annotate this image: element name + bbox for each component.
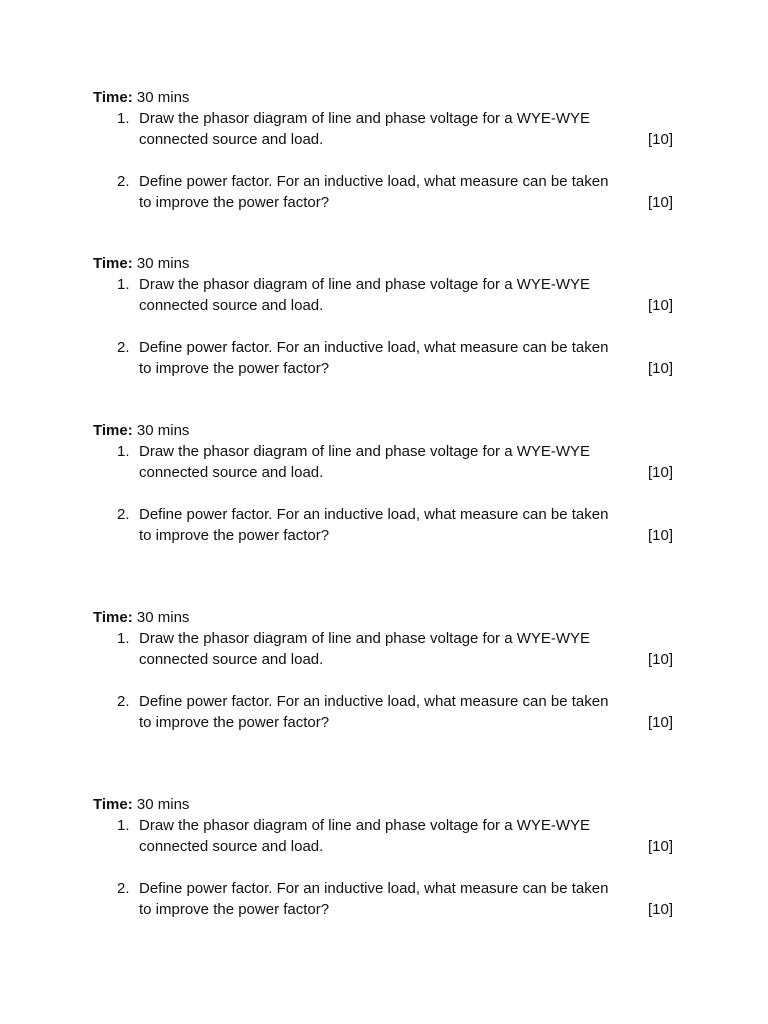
time-value: 30 mins — [136, 796, 190, 813]
question-text-line2: to improve the power factor? — [139, 194, 330, 211]
question-number: 1. — [117, 110, 130, 127]
time-line — [93, 87, 189, 108]
time-label: Time: — [93, 255, 133, 272]
question-number: 1. — [117, 630, 130, 647]
question-marks: [10] — [647, 714, 673, 731]
time-line — [93, 253, 189, 274]
question-number: 2. — [117, 339, 130, 356]
question-marks: [10] — [647, 194, 673, 211]
question-marks: [10] — [647, 464, 673, 481]
question-marks: [10] — [647, 838, 673, 855]
question-text-line2: to improve the power factor? — [139, 714, 330, 731]
question-marks: [10] — [647, 527, 673, 544]
question-text-line2: connected source and load. — [139, 297, 324, 314]
question-text-line1: Define power factor. For an inductive load, what measure can be taken — [139, 173, 609, 190]
time-label: Time: — [93, 609, 133, 626]
question-number: 2. — [117, 506, 130, 523]
time-label: Time: — [93, 422, 133, 439]
time-line — [93, 607, 189, 628]
question-number: 2. — [117, 880, 130, 897]
question-text-line2: to improve the power factor? — [139, 901, 330, 918]
time-value: 30 mins — [136, 422, 190, 439]
question-text-line2: connected source and load. — [139, 838, 324, 855]
question-number: 2. — [117, 173, 130, 190]
question-text-line2: to improve the power factor? — [139, 360, 330, 377]
question-text-line1: Define power factor. For an inductive load, what measure can be taken — [139, 339, 609, 356]
question-text-line2: connected source and load. — [139, 131, 324, 148]
question-number: 1. — [117, 443, 130, 460]
question-text-line1: Draw the phasor diagram of line and phase voltage for a WYE-WYE — [139, 276, 591, 293]
question-text-line1: Draw the phasor diagram of line and phase voltage for a WYE-WYE — [139, 630, 591, 647]
question-number: 1. — [117, 817, 130, 834]
question-text-line1: Define power factor. For an inductive load, what measure can be taken — [139, 880, 609, 897]
question-text-line2: connected source and load. — [139, 464, 324, 481]
question-marks: [10] — [647, 131, 673, 148]
time-label: Time: — [93, 89, 133, 106]
question-marks: [10] — [647, 297, 673, 314]
question-text-line1: Draw the phasor diagram of line and phase voltage for a WYE-WYE — [139, 817, 591, 834]
question-marks: [10] — [647, 651, 673, 668]
question-marks: [10] — [647, 360, 673, 377]
question-text-line1: Draw the phasor diagram of line and phase voltage for a WYE-WYE — [139, 443, 591, 460]
question-text-line2: to improve the power factor? — [139, 527, 330, 544]
time-line — [93, 420, 189, 441]
time-label: Time: — [93, 796, 133, 813]
question-text-line1: Draw the phasor diagram of line and phase voltage for a WYE-WYE — [139, 110, 591, 127]
time-line — [93, 794, 189, 815]
time-value: 30 mins — [136, 255, 190, 272]
question-number: 2. — [117, 693, 130, 710]
time-value: 30 mins — [136, 609, 190, 626]
question-text-line1: Define power factor. For an inductive load, what measure can be taken — [139, 693, 609, 710]
question-marks: [10] — [647, 901, 673, 918]
question-number: 1. — [117, 276, 130, 293]
time-value: 30 mins — [136, 89, 190, 106]
question-text-line1: Define power factor. For an inductive load, what measure can be taken — [139, 506, 609, 523]
question-text-line2: connected source and load. — [139, 651, 324, 668]
